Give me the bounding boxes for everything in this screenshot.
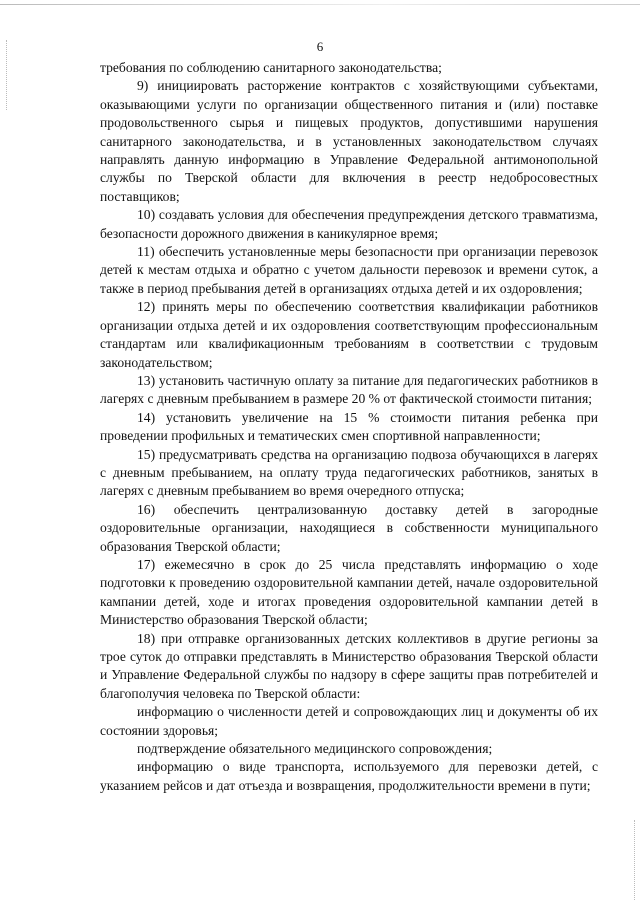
paragraph-item-9: 9) инициировать расторжение контрактов с хозяйствующими субъектами, оказывающими услуги по организации общественного питания и (или) поставке продовольственного сырья и пищевых продуктов, допустившими нарушения санитарного законодательства, и в установленных законодательством случаях направлять данную информацию в Управление Федеральной антимонопольной службы по Тверской области для включения в реестр недобросовестных поставщиков;: [100, 78, 598, 204]
paragraph-item-12: 12) принять меры по обеспечению соответствия квалификации работников организации отдыха детей и их оздоровления соответствующим профессиональным стандартам или квалификационным требованиям в соответствии с трудовым законодательством;: [100, 299, 598, 370]
paragraph-item-11: 11) обеспечить установленные меры безопасности при организации перевозок детей к местам отдыха и обратно с учетом дальности перевозок и времени суток, а также в период пребывания детей в организациях отдыха детей и их оздоровления;: [100, 244, 598, 296]
paragraph-subitem-transport: информацию о виде транспорта, используемого для перевозки детей, с указанием рейсов и дат отъезда и возвращения, продолжительности времени в пути;: [100, 759, 598, 793]
paragraph-subitem-medical: подтверждение обязательного медицинского сопровождения;: [137, 741, 493, 757]
paragraph-item-10: 10) создавать условия для обеспечения предупреждения детского травматизма, безопасности дорожного движения в каникулярное время;: [100, 207, 598, 241]
paragraph-item-14: 14) установить увеличение на 15 % стоимости питания ребенка при проведении профильных и тематических смен спортивной направленности;: [100, 409, 598, 444]
scan-edge-line: [0, 4, 640, 5]
page-number: 6: [316, 39, 324, 54]
paragraph-item-18: 18) при отправке организованных детских коллективов в другие регионы за трое суток до отправки представлять в Министерство образования Тверской области и Управление Федеральной службы по надзору в сфере защиты прав потребителей и благополучия человека по Тверской области:: [100, 630, 598, 701]
scan-edge-mark-right: [634, 820, 636, 900]
paragraph-continuation: требования по соблюдению санитарного законодательства;: [100, 60, 442, 75]
document-body: [100, 59, 598, 795]
paragraph-item-13: 13) установить частичную оплату за питание для педагогических работников в лагерях с дневным пребыванием в размере 20 % от фактической стоимости питания;: [100, 372, 598, 407]
paragraph-item-17: 17) ежемесячно в срок до 25 числа представлять информацию о ходе подготовки к проведению оздоровительной кампании детей, начале оздоровительной кампании детей, ходе и итогах проведения оздоровительной кампании детей в Министерство образования Тверской области;: [100, 556, 598, 628]
paragraph-item-16: 16) обеспечить централизованную доставку детей в загородные оздоровительные организации, находящиеся в собственности муниципального образования Тверской области;: [100, 501, 598, 554]
paragraph-subitem-children-info: информацию о численности детей и сопровождающих лиц и документы об их состоянии здоровья;: [100, 704, 598, 738]
paragraph-item-15: 15) предусматривать средства на организацию подвоза обучающихся в лагерях с дневным пребыванием, на оплату труда педагогических работников, занятых в лагерях с дневным пребыванием во время очередного отпуска;: [100, 446, 598, 499]
